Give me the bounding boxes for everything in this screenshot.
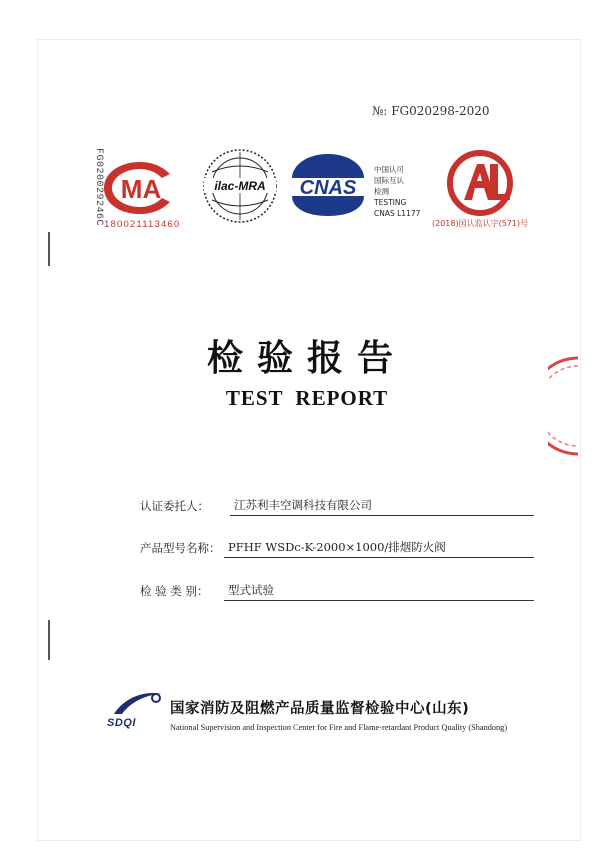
report-title-en: TEST REPORT [225,386,389,410]
cnas-accreditation-text [374,164,420,219]
client-value: 江苏利丰空调科技有限公司 [230,497,534,516]
binding-mark [48,232,50,266]
client-field [140,498,534,516]
cma-number: 180021113460 [104,219,181,230]
report-number: №: FG020298-2020 [372,104,490,118]
product-label: 产品型号名称： [140,541,221,555]
side-code: FG020029246C [93,148,104,227]
ilac-mra-logo [200,146,280,226]
cnas-line: 检测 [374,187,389,196]
cnas-line: 国际互认 [374,176,404,185]
institution-name-cn: 国家消防及阻燃产品质量监督检验中心(山东) [170,701,470,717]
inspection-type-label: 检 验 类 别： [140,584,209,598]
binding-mark [48,620,50,660]
cal-logo [444,150,516,216]
sdqi-logo [110,688,166,720]
cnas-line: TESTING [374,198,407,207]
cma-logo-text: MA [120,174,162,204]
inspection-type-value: 型式试验 [224,582,534,601]
product-field [140,540,534,558]
cnas-logo [286,152,370,218]
cnas-line: CNAS L1177 [374,209,421,218]
cma-logo [100,158,180,218]
product-value: PFHF WSDc-K-2000×1000/排烟防火阀 [224,539,534,558]
ilac-mra-text: ilac-MRA [214,179,266,193]
inspection-type-field [140,583,534,601]
report-title-cn: 检验报告 [206,338,407,379]
sdqi-text: SDQI [107,717,136,729]
cnas-logo-text: CNAS [299,177,357,199]
client-label: 认证委托人： [140,499,209,513]
institution-name-en: National Supervision and Inspection Center for Fire and Flame-retardant Product Quality (Shandong) [170,723,508,732]
red-seal-stamp [548,356,578,456]
cal-approval-text: (2018)国认监认字(571)号 [432,219,529,228]
cnas-line: 中国认可 [374,165,404,174]
